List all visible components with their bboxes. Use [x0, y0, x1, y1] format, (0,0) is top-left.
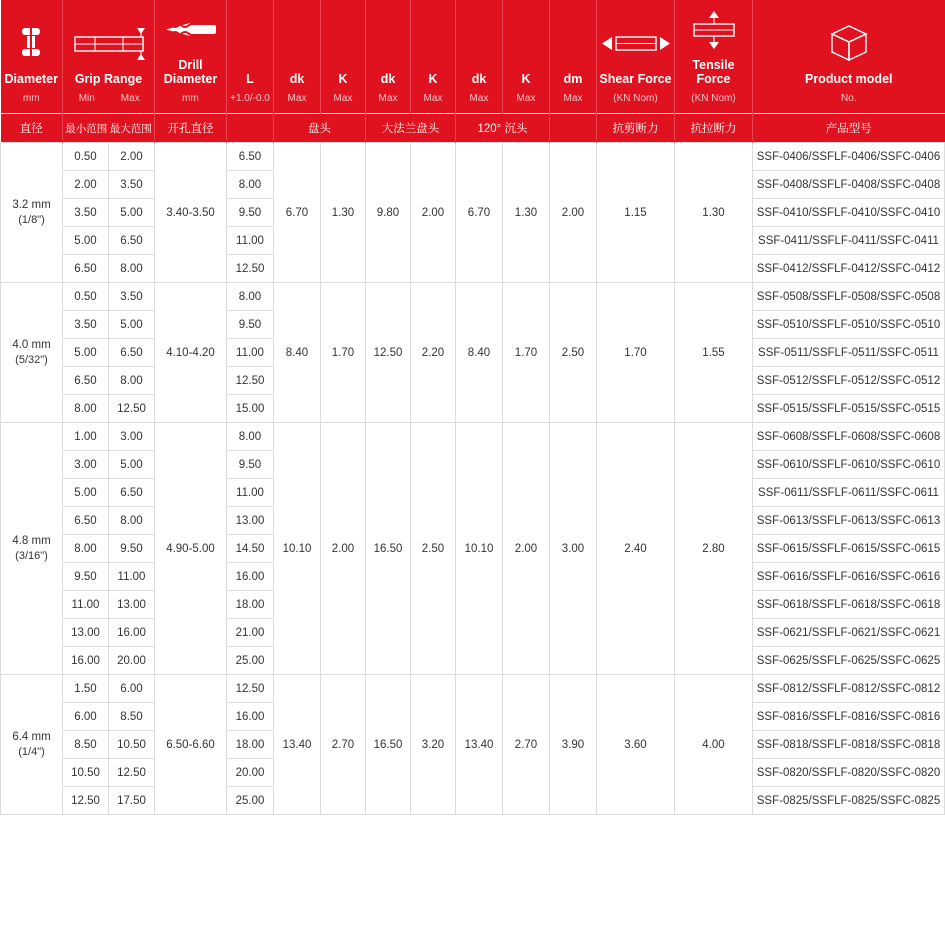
- cell-length: 6.50: [227, 143, 274, 171]
- table-row: [1, 283, 945, 311]
- cell-grip-max: 6.50: [109, 227, 155, 255]
- header-tensile-force-unit: (KN Nom): [691, 93, 736, 104]
- header-shear-force: [597, 0, 675, 114]
- cell-length: 12.50: [227, 675, 274, 703]
- cell-tensile-force: 2.80: [675, 423, 753, 675]
- header-shear-force-label: Shear Force: [599, 72, 672, 86]
- cell-length: 16.00: [227, 703, 274, 731]
- cell-length: 18.00: [227, 591, 274, 619]
- cell-grip-max: 5.00: [109, 451, 155, 479]
- header-L-unit: +1.0/-0.0: [230, 93, 270, 104]
- cell-product-model: SSF-0411/SSFLF-0411/SSFC-0411: [753, 227, 945, 255]
- cell-product-model: SSF-0625/SSFLF-0625/SSFC-0625: [753, 647, 945, 675]
- table-header-row: [1, 0, 945, 114]
- cell-product-model: SSF-0816/SSFLF-0816/SSFC-0816: [753, 703, 945, 731]
- cell-diameter: 4.0 mm (5/32"): [1, 283, 63, 423]
- cell-grip-min: 2.00: [63, 171, 109, 199]
- cell-grip-min: 0.50: [63, 283, 109, 311]
- cell-length: 20.00: [227, 759, 274, 787]
- header-grip-range: [63, 0, 155, 114]
- product-box-icon: [755, 18, 943, 70]
- cell-k-flange: 2.20: [411, 283, 456, 423]
- table-row: [1, 675, 945, 703]
- cell-k-countersunk: 1.30: [503, 143, 550, 283]
- cell-product-model: SSF-0621/SSFLF-0621/SSFC-0621: [753, 619, 945, 647]
- cell-drill-diameter: 4.10-4.20: [155, 283, 227, 423]
- header-k-dome-unit: Max: [333, 93, 353, 104]
- cell-product-model: SSF-0412/SSFLF-0412/SSFC-0412: [753, 255, 945, 283]
- cell-grip-max: 12.50: [109, 395, 155, 423]
- header-product-model-label: Product model: [804, 72, 893, 86]
- cell-product-model: SSF-0812/SSFLF-0812/SSFC-0812: [753, 675, 945, 703]
- cell-k-countersunk: 1.70: [503, 283, 550, 423]
- cell-grip-max: 6.50: [109, 479, 155, 507]
- cell-grip-max: 8.00: [109, 367, 155, 395]
- cn-countersunk-head: 120° 沉头: [456, 114, 550, 143]
- cell-grip-max: 8.50: [109, 703, 155, 731]
- header-k-countersunk-unit: Max: [516, 93, 536, 104]
- drill-bit-icon: [157, 4, 224, 56]
- cell-k-dome: 2.00: [321, 423, 366, 675]
- cn-shear-force: 抗剪断力: [597, 114, 675, 143]
- cell-dk-flange: 16.50: [366, 423, 411, 675]
- cell-grip-max: 2.00: [109, 143, 155, 171]
- cn-grip-max: 最大范围: [109, 122, 152, 135]
- cell-length: 13.00: [227, 507, 274, 535]
- cell-shear-force: 2.40: [597, 423, 675, 675]
- header-drill-diameter-unit: mm: [182, 93, 199, 104]
- header-diameter-label: Diameter: [4, 72, 58, 86]
- cell-grip-min: 3.50: [63, 199, 109, 227]
- cell-grip-max: 6.00: [109, 675, 155, 703]
- cell-dk-dome: 6.70: [274, 143, 321, 283]
- cell-length: 9.50: [227, 311, 274, 339]
- cell-dm: 2.00: [550, 143, 597, 283]
- header-k-countersunk-label: K: [521, 72, 531, 86]
- cell-k-countersunk: 2.70: [503, 675, 550, 815]
- table-body: [1, 143, 945, 815]
- cell-length: 11.00: [227, 227, 274, 255]
- cell-grip-max: 6.50: [109, 339, 155, 367]
- cell-grip-max: 3.50: [109, 171, 155, 199]
- cn-grip-range: [63, 114, 155, 143]
- table-row: [1, 423, 945, 451]
- cell-length: 11.00: [227, 479, 274, 507]
- cell-dm: 3.90: [550, 675, 597, 815]
- cell-product-model: SSF-0825/SSFLF-0825/SSFC-0825: [753, 787, 945, 815]
- header-product-model-unit: No.: [840, 93, 857, 104]
- cell-product-model: SSF-0618/SSFLF-0618/SSFC-0618: [753, 591, 945, 619]
- cell-length: 14.50: [227, 535, 274, 563]
- cell-length: 25.00: [227, 647, 274, 675]
- cell-length: 8.00: [227, 423, 274, 451]
- cell-k-dome: 2.70: [321, 675, 366, 815]
- cell-length: 12.50: [227, 255, 274, 283]
- cell-length: 25.00: [227, 787, 274, 815]
- cell-dk-dome: 8.40: [274, 283, 321, 423]
- header-k-flange: [411, 0, 456, 114]
- header-product-model: [753, 0, 945, 114]
- header-grip-max: Max: [120, 93, 140, 104]
- cell-k-countersunk: 2.00: [503, 423, 550, 675]
- header-dm-label: dm: [563, 72, 583, 86]
- cell-grip-min: 6.50: [63, 367, 109, 395]
- cell-product-model: SSF-0512/SSFLF-0512/SSFC-0512: [753, 367, 945, 395]
- cn-dm: [550, 114, 597, 143]
- cell-grip-max: 3.50: [109, 283, 155, 311]
- header-dk-countersunk-unit: Max: [469, 93, 489, 104]
- header-diameter-unit: mm: [22, 93, 40, 104]
- header-dk-flange-label: dk: [380, 72, 396, 86]
- header-tensile-force: [675, 0, 753, 114]
- cell-grip-min: 6.50: [63, 507, 109, 535]
- cell-diameter: 6.4 mm (1/4"): [1, 675, 63, 815]
- cell-dk-countersunk: 10.10: [456, 423, 503, 675]
- cn-product-model: 产品型号: [753, 114, 945, 143]
- cn-drill-diameter: 开孔直径: [155, 114, 227, 143]
- cell-length: 9.50: [227, 451, 274, 479]
- cell-dk-countersunk: 13.40: [456, 675, 503, 815]
- cell-product-model: SSF-0511/SSFLF-0511/SSFC-0511: [753, 339, 945, 367]
- cell-length: 16.00: [227, 563, 274, 591]
- cell-product-model: SSF-0610/SSFLF-0610/SSFC-0610: [753, 451, 945, 479]
- cell-product-model: SSF-0820/SSFLF-0820/SSFC-0820: [753, 759, 945, 787]
- cell-shear-force: 1.15: [597, 143, 675, 283]
- cell-k-flange: 2.50: [411, 423, 456, 675]
- cell-tensile-force: 1.55: [675, 283, 753, 423]
- cell-shear-force: 1.70: [597, 283, 675, 423]
- cell-k-flange: 3.20: [411, 675, 456, 815]
- cell-product-model: SSF-0408/SSFLF-0408/SSFC-0408: [753, 171, 945, 199]
- cell-length: 11.00: [227, 339, 274, 367]
- cell-product-model: SSF-0818/SSFLF-0818/SSFC-0818: [753, 731, 945, 759]
- header-k-flange-label: K: [428, 72, 438, 86]
- cell-tensile-force: 4.00: [675, 675, 753, 815]
- cell-length: 18.00: [227, 731, 274, 759]
- cn-diameter: 直径: [1, 114, 63, 143]
- cell-k-dome: 1.70: [321, 283, 366, 423]
- cell-grip-min: 1.00: [63, 423, 109, 451]
- cell-grip-min: 1.50: [63, 675, 109, 703]
- cell-product-model: SSF-0508/SSFLF-0508/SSFC-0508: [753, 283, 945, 311]
- header-dk-countersunk-label: dk: [471, 72, 487, 86]
- cell-tensile-force: 1.30: [675, 143, 753, 283]
- header-k-dome: [321, 0, 366, 114]
- cell-grip-min: 5.00: [63, 339, 109, 367]
- cell-product-model: SSF-0615/SSFLF-0615/SSFC-0615: [753, 535, 945, 563]
- cell-length: 21.00: [227, 619, 274, 647]
- cell-product-model: SSF-0515/SSFLF-0515/SSFC-0515: [753, 395, 945, 423]
- cell-dk-countersunk: 8.40: [456, 283, 503, 423]
- cell-grip-max: 3.00: [109, 423, 155, 451]
- header-tensile-force-label: Tensile Force: [692, 58, 735, 86]
- header-shear-force-unit: (KN Nom): [613, 93, 658, 104]
- cn-dome-head: 盘头: [274, 114, 366, 143]
- cell-grip-min: 5.00: [63, 227, 109, 255]
- cell-grip-min: 3.50: [63, 311, 109, 339]
- cell-product-model: SSF-0510/SSFLF-0510/SSFC-0510: [753, 311, 945, 339]
- cell-grip-max: 8.00: [109, 255, 155, 283]
- cell-grip-min: 9.50: [63, 563, 109, 591]
- header-dm-unit: Max: [563, 93, 583, 104]
- cell-grip-min: 8.50: [63, 731, 109, 759]
- header-k-flange-unit: Max: [423, 93, 443, 104]
- cell-grip-max: 13.00: [109, 591, 155, 619]
- cell-grip-max: 20.00: [109, 647, 155, 675]
- cell-shear-force: 3.60: [597, 675, 675, 815]
- cell-length: 9.50: [227, 199, 274, 227]
- header-dk-countersunk: [456, 0, 503, 114]
- cell-product-model: SSF-0608/SSFLF-0608/SSFC-0608: [753, 423, 945, 451]
- header-dm: [550, 0, 597, 114]
- cell-dk-flange: 16.50: [366, 675, 411, 815]
- cell-diameter: 3.2 mm (1/8"): [1, 143, 63, 283]
- cell-dm: 3.00: [550, 423, 597, 675]
- cell-length: 8.00: [227, 283, 274, 311]
- cell-grip-max: 5.00: [109, 199, 155, 227]
- cell-grip-max: 17.50: [109, 787, 155, 815]
- cn-tensile-force: 抗拉断力: [675, 114, 753, 143]
- tensile-force-icon: [677, 4, 750, 56]
- cell-k-dome: 1.30: [321, 143, 366, 283]
- header-L: [227, 0, 274, 114]
- shear-force-icon: [599, 18, 672, 70]
- cell-grip-max: 8.00: [109, 507, 155, 535]
- grip-range-icon: [65, 18, 152, 70]
- cell-grip-min: 6.00: [63, 703, 109, 731]
- cell-diameter: 4.8 mm (3/16"): [1, 423, 63, 675]
- cell-dm: 2.50: [550, 283, 597, 423]
- header-k-countersunk: [503, 0, 550, 114]
- cell-grip-min: 11.00: [63, 591, 109, 619]
- cell-product-model: SSF-0616/SSFLF-0616/SSFC-0616: [753, 563, 945, 591]
- cell-product-model: SSF-0406/SSFLF-0406/SSFC-0406: [753, 143, 945, 171]
- header-dk-flange-unit: Max: [378, 93, 398, 104]
- cell-grip-max: 9.50: [109, 535, 155, 563]
- header-L-label: L: [246, 72, 254, 86]
- header-dk-flange: [366, 0, 411, 114]
- cell-grip-min: 8.00: [63, 535, 109, 563]
- cell-grip-max: 11.00: [109, 563, 155, 591]
- cell-length: 15.00: [227, 395, 274, 423]
- header-drill-diameter: [155, 0, 227, 114]
- header-diameter: [1, 0, 63, 114]
- cell-grip-min: 6.50: [63, 255, 109, 283]
- cell-dk-flange: 12.50: [366, 283, 411, 423]
- header-dk-dome-unit: Max: [287, 93, 307, 104]
- cell-dk-dome: 13.40: [274, 675, 321, 815]
- cell-grip-max: 10.50: [109, 731, 155, 759]
- table-row: [1, 143, 945, 171]
- cn-L: [227, 114, 274, 143]
- cell-product-model: SSF-0410/SSFLF-0410/SSFC-0410: [753, 199, 945, 227]
- rivet-head-icon: [3, 18, 61, 70]
- cell-grip-max: 16.00: [109, 619, 155, 647]
- cell-grip-max: 5.00: [109, 311, 155, 339]
- cell-dk-flange: 9.80: [366, 143, 411, 283]
- cell-grip-min: 16.00: [63, 647, 109, 675]
- cell-grip-max: 12.50: [109, 759, 155, 787]
- cell-drill-diameter: 4.90-5.00: [155, 423, 227, 675]
- cell-grip-min: 3.00: [63, 451, 109, 479]
- cn-grip-min: 最小范围: [65, 122, 108, 135]
- cell-grip-min: 13.00: [63, 619, 109, 647]
- cell-grip-min: 5.00: [63, 479, 109, 507]
- table-header-chinese-row: [1, 114, 945, 143]
- cell-drill-diameter: 6.50-6.60: [155, 675, 227, 815]
- header-grip-range-label: Grip Range: [74, 72, 143, 86]
- header-k-dome-label: K: [338, 72, 348, 86]
- cell-grip-min: 8.00: [63, 395, 109, 423]
- header-dk-dome-label: dk: [289, 72, 305, 86]
- cell-drill-diameter: 3.40-3.50: [155, 143, 227, 283]
- cell-grip-min: 0.50: [63, 143, 109, 171]
- header-grip-min: Min: [78, 93, 95, 104]
- cell-dk-dome: 10.10: [274, 423, 321, 675]
- cell-dk-countersunk: 6.70: [456, 143, 503, 283]
- header-drill-diameter-label: Drill Diameter: [163, 58, 218, 86]
- cn-large-flange-head: 大法兰盘头: [366, 114, 456, 143]
- header-dk-dome: [274, 0, 321, 114]
- cell-length: 8.00: [227, 171, 274, 199]
- cell-grip-min: 10.50: [63, 759, 109, 787]
- cell-product-model: SSF-0611/SSFLF-0611/SSFC-0611: [753, 479, 945, 507]
- cell-k-flange: 2.00: [411, 143, 456, 283]
- cell-grip-min: 12.50: [63, 787, 109, 815]
- cell-product-model: SSF-0613/SSFLF-0613/SSFC-0613: [753, 507, 945, 535]
- cell-length: 12.50: [227, 367, 274, 395]
